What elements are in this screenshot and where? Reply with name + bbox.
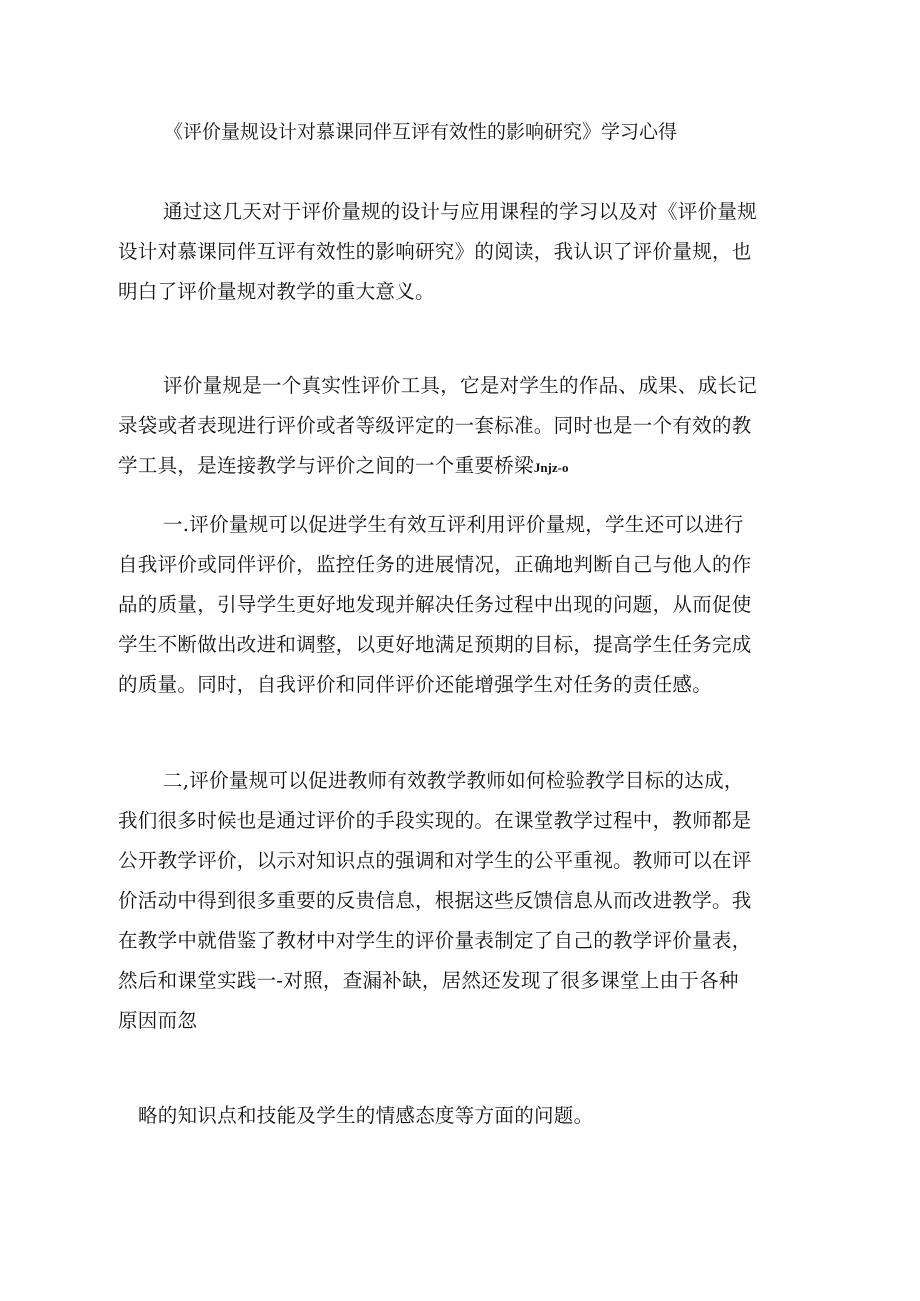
paragraph-line: 然后和课堂实践一-对照，查漏补缺，居然还发现了很多课堂上由于各种 [118, 969, 739, 992]
paragraph-line: 在教学中就借鉴了教材中对学生的评价量表制定了自己的教学评价量表， [118, 929, 752, 952]
trailing-tag: Jnjz-o [533, 460, 569, 475]
paragraph-line: 评价量规是一个真实性评价工具，它是对学生的作品、成果、成长记 [163, 374, 758, 397]
paragraph-line: 通过这几天对于评价量规的设计与应用课程的学习以及对《评价量规 [163, 200, 758, 223]
paragraph-line: 价活动中得到很多重要的反贵信息，根据这些反馈信息从而改进教学。我 [118, 889, 752, 912]
paragraph-line: 品的质量，引导学生更好地发现并解决任务过程中出现的问题，从而促使 [118, 593, 752, 616]
paragraph-line: 自我评价或同伴评价，监控任务的进展情况，正确地判断自己与他人的作 [118, 553, 752, 576]
paragraph-line: 明白了评价量规对教学的重大意义。 [118, 280, 435, 303]
paragraph-line: 学工具，是连接教学与评价之间的一个重要桥梁 [118, 454, 534, 477]
paragraph-line: 我们很多时候也是通过评价的手段实现的。在课堂教学过程中，教师都是 [118, 809, 752, 832]
paragraph-line: 录袋或者表现进行评价或者等级评定的一套标准。同时也是一个有效的教 [118, 414, 752, 437]
paragraph-5 [138, 1096, 593, 1136]
paragraph-1 [118, 192, 808, 312]
paragraph-3 [118, 505, 808, 705]
paragraph-4 [118, 761, 808, 1041]
paragraph-line-with-tag [118, 446, 808, 488]
paragraph-line: 二,评价量规可以促进教师有效教学教师如何检验教学目标的达成， [163, 769, 744, 792]
paragraph-line: 公开教学评价，以示对知识点的强调和对学生的公平重视。教师可以在评 [118, 849, 752, 872]
paragraph-2 [118, 366, 808, 488]
document-title: 《评价量规设计对慕课同伴互评有效性的影响研究》学习心得 [164, 121, 678, 143]
paragraph-line: 原因而忽 [118, 1009, 198, 1032]
paragraph-line: 学生不断做出改进和调整，以更好地满足预期的目标，提高学生任务完成 [118, 633, 752, 656]
paragraph-line: 设计对慕课同伴互评有效性的影响研究》的阅读，我认识了评价量规，也 [118, 240, 752, 263]
paragraph-line: 的质量。同时，自我评价和同伴评价还能增强学生对任务的责任感。 [118, 673, 713, 696]
paragraph-line: 一.评价量规可以促进学生有效互评利用评价量规，学生还可以进行 [163, 513, 744, 536]
paragraph-line: 略的知识点和技能及学生的情感态度等方面的问题。 [138, 1104, 594, 1127]
